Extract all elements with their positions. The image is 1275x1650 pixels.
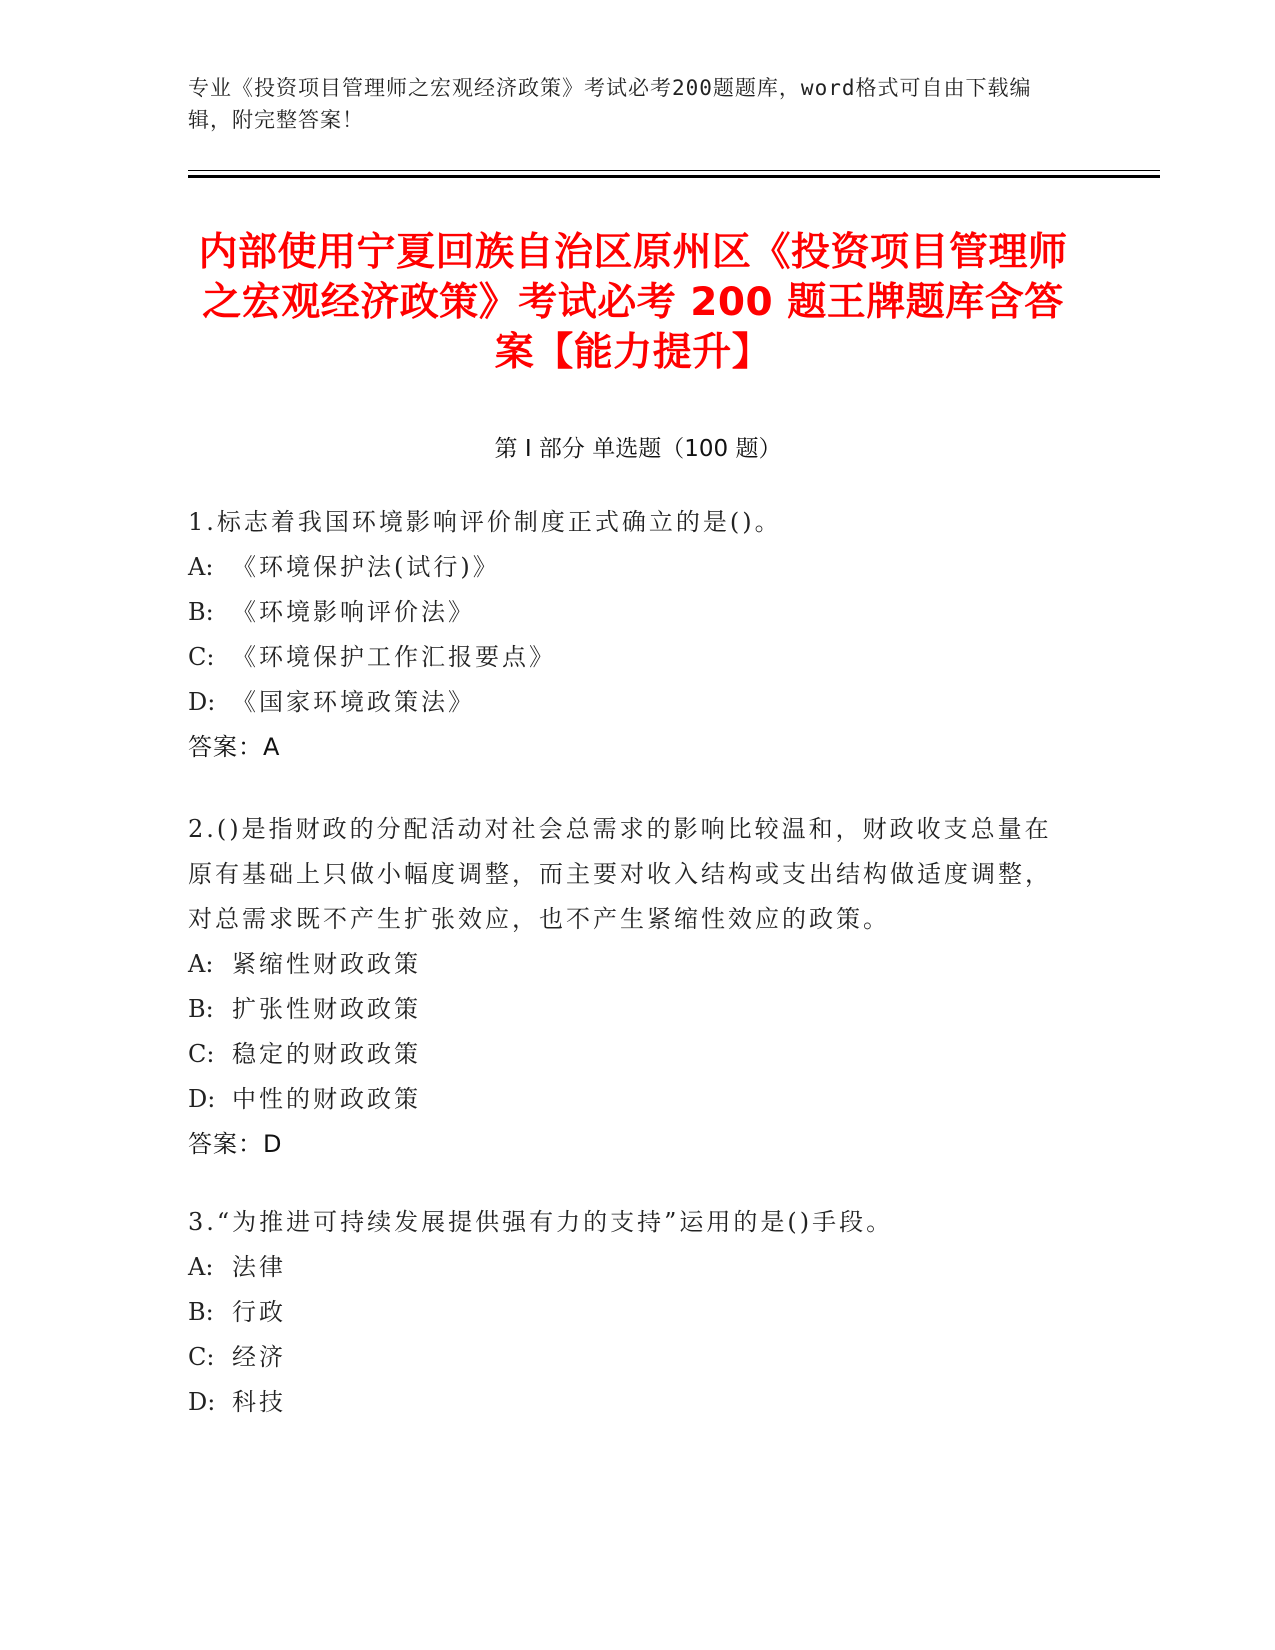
header-note: 专业《投资项目管理师之宏观经济政策》考试必考200题题库，word格式可自由下载编辑，附完整答案！ bbox=[188, 76, 1032, 132]
option-b bbox=[188, 1290, 1068, 1335]
option-d bbox=[188, 1077, 1068, 1122]
option-key: D: bbox=[188, 1085, 216, 1113]
header-divider-thick bbox=[188, 175, 1160, 178]
option-text: 科技 bbox=[232, 1388, 286, 1416]
question-stem: 2.()是指财政的分配活动对社会总需求的影响比较温和，财政收支总量在原有基础上只做小幅度调整，而主要对收入结构或支出结构做适度调整，对总需求既不产生扩张效应，也不产生紧缩性效应的政策。 bbox=[188, 815, 1052, 933]
option-key: D: bbox=[188, 688, 216, 716]
option-a bbox=[188, 942, 1068, 987]
answer-line: 答案：D bbox=[188, 1130, 283, 1158]
option-a bbox=[188, 1245, 1068, 1290]
option-text: 经济 bbox=[232, 1343, 286, 1371]
header-divider-thin bbox=[188, 170, 1160, 171]
option-text: 中性的财政政策 bbox=[232, 1085, 421, 1113]
option-c bbox=[188, 1032, 1068, 1077]
question-3 bbox=[188, 1200, 1068, 1425]
option-key: C: bbox=[188, 1343, 215, 1371]
option-key: B: bbox=[188, 1298, 214, 1326]
option-text: 扩张性财政政策 bbox=[232, 995, 421, 1023]
option-key: A: bbox=[188, 1253, 214, 1281]
document-title: 内部使用宁夏回族自治区原州区《投资项目管理师之宏观经济政策》考试必考 200 题王牌题库含答案【能力提升】 bbox=[198, 230, 1068, 375]
option-text: 《环境保护工作汇报要点》 bbox=[232, 643, 556, 671]
question-1 bbox=[188, 500, 1068, 770]
option-d bbox=[188, 680, 1068, 725]
option-c bbox=[188, 635, 1068, 680]
option-text: 行政 bbox=[232, 1298, 286, 1326]
option-key: C: bbox=[188, 1040, 215, 1068]
option-text: 紧缩性财政政策 bbox=[232, 950, 421, 978]
option-key: C: bbox=[188, 643, 215, 671]
option-key: A: bbox=[188, 950, 214, 978]
answer-line: 答案：A bbox=[188, 733, 281, 761]
option-text: 《环境保护法(试行)》 bbox=[232, 553, 500, 581]
option-d bbox=[188, 1380, 1068, 1425]
option-key: D: bbox=[188, 1388, 216, 1416]
option-text: 《国家环境政策法》 bbox=[232, 688, 475, 716]
option-a bbox=[188, 545, 1068, 590]
option-text: 稳定的财政政策 bbox=[232, 1040, 421, 1068]
question-2 bbox=[188, 807, 1068, 1167]
question-stem: 1.标志着我国环境影响评价制度正式确立的是()。 bbox=[188, 508, 782, 536]
option-text: 《环境影响评价法》 bbox=[232, 598, 475, 626]
option-key: B: bbox=[188, 995, 214, 1023]
option-key: B: bbox=[188, 598, 214, 626]
option-b bbox=[188, 987, 1068, 1032]
option-c bbox=[188, 1335, 1068, 1380]
option-b bbox=[188, 590, 1068, 635]
option-key: A: bbox=[188, 553, 214, 581]
option-text: 法律 bbox=[232, 1253, 286, 1281]
question-stem: 3.“为推进可持续发展提供强有力的支持”运用的是()手段。 bbox=[188, 1208, 894, 1236]
section-heading: 第 I 部分 单选题（100 题） bbox=[494, 436, 782, 462]
